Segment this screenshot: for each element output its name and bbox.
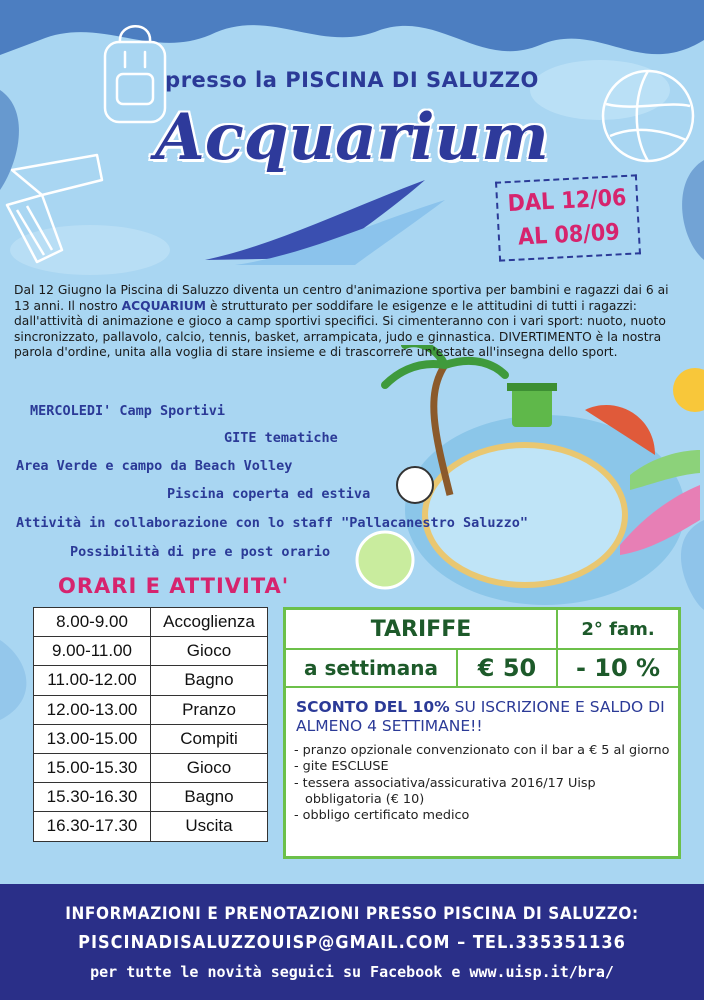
activity-item: Piscina coperta ed estiva (167, 486, 371, 502)
tariffe-notes (294, 743, 674, 824)
intro-highlight: ACQUARIUM (121, 298, 207, 313)
activity-item: Attività in collaborazione con lo staff "Pallacanestro Saluzzo" (16, 515, 529, 531)
footer-contacts: PISCINADISALUZZOUISP@GMAIL.COM – TEL.335351136 (78, 932, 626, 953)
footer-info: INFORMAZIONI E PRENOTAZIONI PRESSO PISCINA DI SALUZZO: (65, 904, 639, 924)
list-item: - gite ESCLUSE (294, 759, 389, 775)
activity-cell: Bagno (151, 783, 268, 812)
date-to: AL 08/09 (517, 219, 621, 251)
schedule-title: ORARI E ATTIVITA' (58, 574, 290, 598)
wave-icon (195, 170, 515, 270)
activity-cell: Accoglienza (151, 608, 268, 637)
subtitle-prefix: presso la (165, 68, 278, 92)
flippers-icon (2, 150, 112, 270)
time-cell: 11.00-12.00 (34, 666, 151, 695)
time-cell: 13.00-15.00 (34, 724, 151, 753)
intro-text-1: Dal 12 Giugno la Piscina di Saluzzo diventa un centro d'animazione sportiva per bambini e ragazzi dai 6 ai 13 anni. Il nostro (14, 283, 669, 313)
subtitle (0, 68, 704, 92)
time-cell: 15.30-16.30 (34, 783, 151, 812)
table-row (34, 753, 268, 782)
schedule-table (33, 607, 268, 842)
time-cell: 9.00-11.00 (34, 637, 151, 666)
time-cell: 15.00-15.30 (34, 753, 151, 782)
table-row (34, 637, 268, 666)
intro-paragraph (14, 283, 686, 361)
activity-item: MERCOLEDI' Camp Sportivi (30, 403, 226, 419)
subtitle-place: PISCINA DI SALUZZO (285, 68, 539, 92)
list-item: - pranzo opzionale convenzionato con il bar a € 5 al giorno (294, 743, 670, 758)
footer-social: per tutte le novità seguici su Facebook e www.uisp.it/bra/ (90, 963, 614, 981)
page-title: Acquarium (155, 100, 549, 175)
list-item: - tessera associativa/assicurativa 2016/17 Uisp obbligatoria (€ 10) (294, 775, 596, 807)
family-discount: - 10 % (558, 650, 678, 688)
date-from: DAL 12/06 (507, 184, 628, 218)
table-row (34, 608, 268, 637)
discount-note-bold: SCONTO DEL 10% (296, 698, 450, 716)
footer (0, 884, 704, 1000)
date-badge (495, 174, 641, 261)
time-cell: 12.00-13.00 (34, 695, 151, 724)
list-item: - obbligo certificato medico (294, 808, 470, 824)
second-family-label: 2° fam. (558, 610, 678, 650)
table-row (34, 783, 268, 812)
table-row (34, 812, 268, 841)
discount-note-rest: SU ISCRIZIONE E SALDO DI ALMENO 4 SETTIMANE!! (296, 698, 665, 735)
activity-cell: Pranzo (151, 695, 268, 724)
per-week-label: a settimana (286, 650, 458, 688)
time-cell: 8.00-9.00 (34, 608, 151, 637)
activity-cell: Bagno (151, 666, 268, 695)
weekly-price: € 50 (458, 650, 558, 688)
tariffe-box (283, 607, 681, 859)
time-cell: 16.30-17.30 (34, 812, 151, 841)
discount-note (296, 698, 676, 736)
intro-text-2: è strutturato per soddifare le esigenze e le attitudini di tutti i ragazzi: dall'attività di animazione e gioco a camp sportivi specifici. Si cimenteranno con i vari sport: nuoto, nuoto sincronizzato, pallavolo, calcio, tennis, basket, arrampicata, judo e ginnastica. DIVERTIMENTO è la nostra parola d'ordine, unita alla voglia di stare insieme e di trascorrere un'estate all'insegna dello sport. (14, 298, 666, 360)
tariffe-title: TARIFFE (286, 610, 558, 650)
activity-item: Area Verde e campo da Beach Volley (16, 458, 293, 474)
activity-item: Possibilità di pre e post orario (70, 544, 331, 560)
activity-cell: Compiti (151, 724, 268, 753)
activity-cell: Uscita (151, 812, 268, 841)
table-row (34, 666, 268, 695)
table-row (34, 724, 268, 753)
activity-item: GITE tematiche (224, 430, 338, 446)
activity-cell: Gioco (151, 753, 268, 782)
island-illustration (355, 345, 704, 610)
table-row (34, 695, 268, 724)
activity-cell: Gioco (151, 637, 268, 666)
